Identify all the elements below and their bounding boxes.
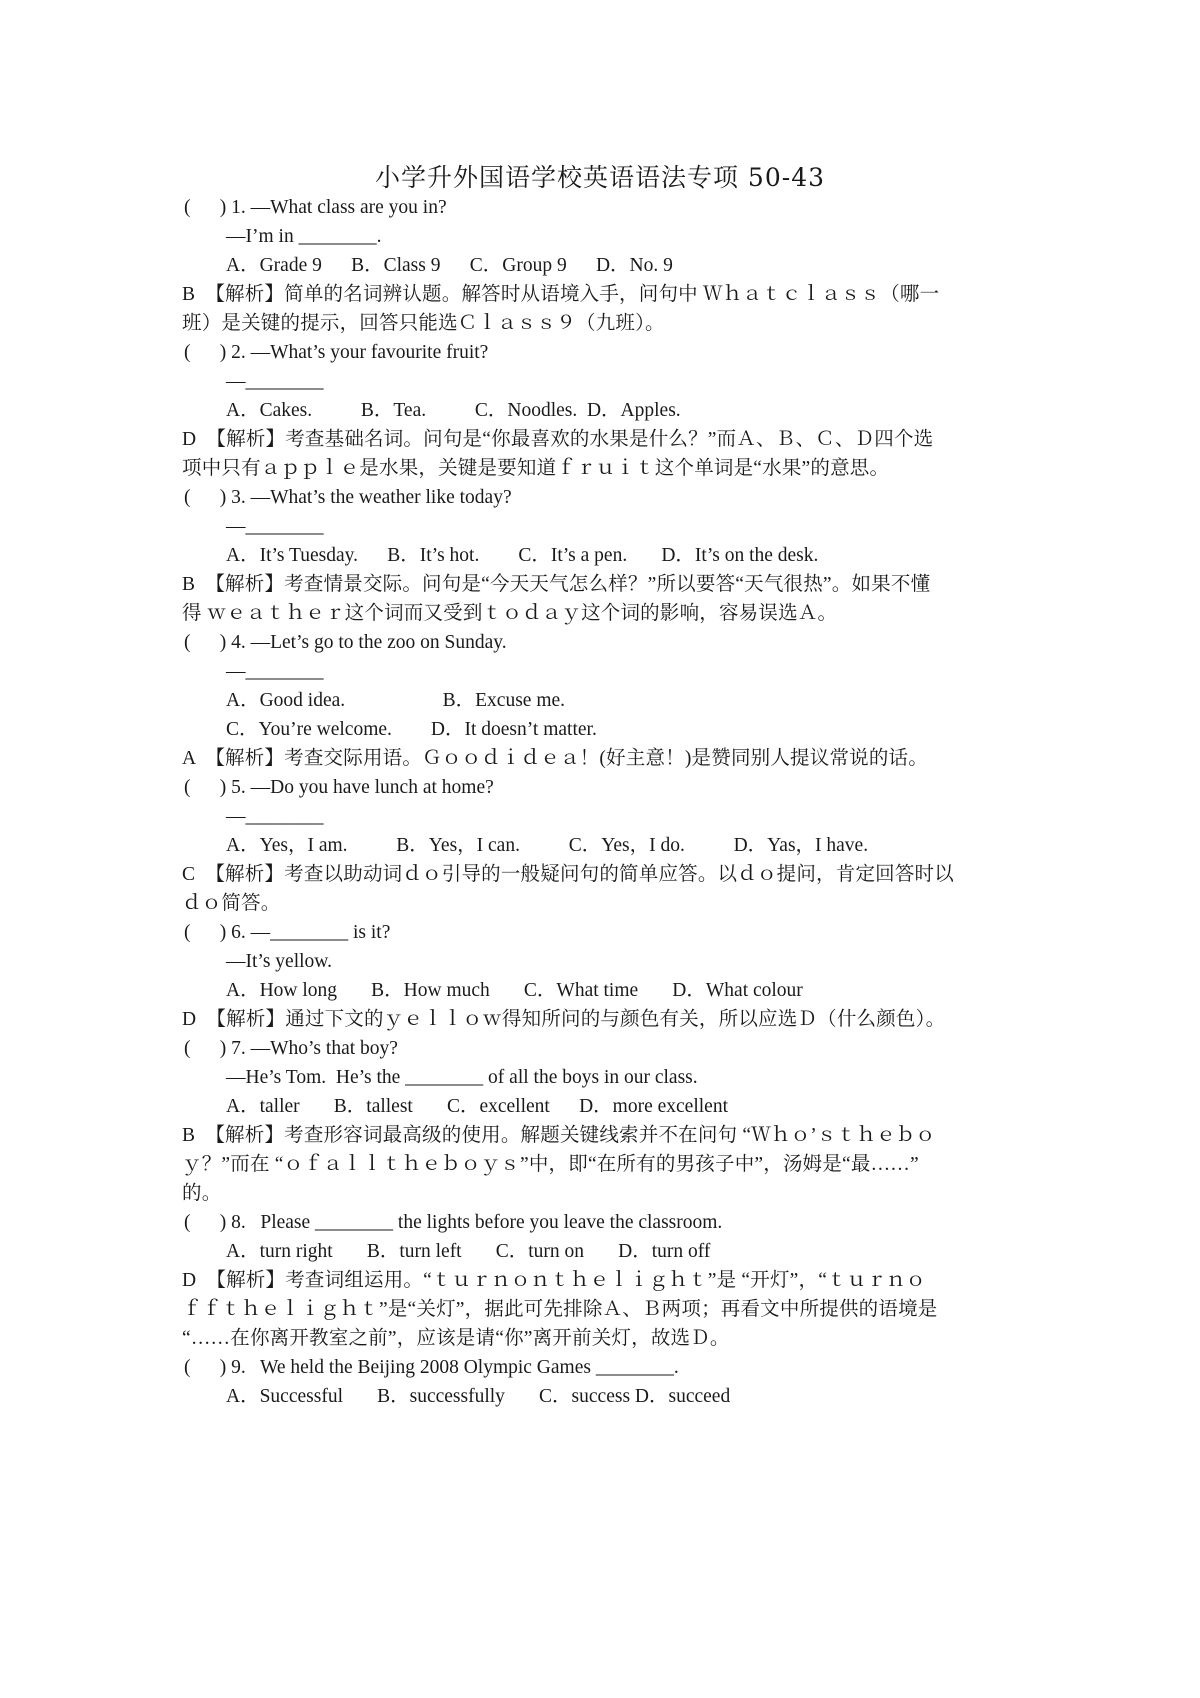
explanation-7-line-3: 的。 [182, 1183, 222, 1204]
question-1-options: A．Grade 9 B．Class 9 C．Group 9 D．No. 9 [226, 255, 673, 276]
explanation-8-line-2: ｆｆｔｈｅｌｉｇｈｔ”是“关灯”，据此可先排除Ａ、Ｂ两项；再看文中所提供的语境是 [182, 1299, 938, 1320]
question-3: ( ) 3. —What’s the weather like today? [184, 487, 512, 508]
explanation-6-line-1: D 【解析】通过下文的ｙｅｌｌｏｗ得知所问的与颜色有关，所以应选Ｄ（什么颜色）。 [182, 1009, 946, 1030]
question-6-options: A．How long B．How much C．What time D．What colour [226, 980, 803, 1001]
question-6-answer: —It’s yellow. [226, 951, 332, 972]
explanation-7-line-2: ｙ？”而在 “ｏｆａｌｌｔｈｅｂｏｙｓ”中，即“在所有的男孩子中”，汤姆是“最……” [182, 1154, 919, 1175]
explanation-7-line-1: B 【解析】考查形容词最高级的使用。解题关键线索并不在问句 “Ｗｈｏ’ｓｔｈｅｂｏ [182, 1125, 936, 1146]
question-9-options: A．Successful B．successfully C．success D．succeed [226, 1386, 731, 1407]
explanation-2-line-2: 项中只有ａｐｐｌｅ是水果，关键是要知道ｆｒｕｉｔ这个单词是“水果”的意思。 [182, 458, 890, 479]
question-8: ( ) 8. Please ________ the lights before you leave the classroom. [184, 1212, 723, 1233]
question-4: ( ) 4. —Let’s go to the zoo on Sunday. [184, 632, 507, 653]
question-7-answer: —He’s Tom. He’s the ________ of all the boys in our class. [226, 1067, 698, 1088]
explanation-2-line-1: D 【解析】考查基础名词。问句是“你最喜欢的水果是什么？”而Ａ、Ｂ、Ｃ、Ｄ四个选 [182, 429, 934, 450]
question-4-answer: —________ [226, 661, 324, 682]
explanation-3-line-2: 得 ｗｅａｔｈｅｒ这个词而又受到ｔｏｄａｙ这个词的影响，容易误选Ａ。 [182, 603, 838, 624]
question-1-answer: —I’m in ________. [226, 226, 382, 247]
question-5-answer: —________ [226, 806, 324, 827]
question-3-answer: —________ [226, 516, 324, 537]
explanation-5-line-1: C 【解析】考查以助动词ｄｏ引导的一般疑问句的简单应答。以ｄｏ提问，肯定回答时以 [182, 864, 954, 885]
question-5: ( ) 5. —Do you have lunch at home? [184, 777, 494, 798]
explanation-8-line-3: “……在你离开教室之前”，应该是请“你”离开前关灯，故选Ｄ。 [182, 1328, 730, 1349]
page-title: 小学升外国语学校英语语法专项 50-43 [374, 163, 826, 192]
explanation-4-line-1: A 【解析】考查交际用语。Ｇｏｏｄｉｄｅａ！(好主意！)是赞同别人提议常说的话。 [182, 748, 928, 769]
question-8-options: A．turn right B．turn left C．turn on D．turn off [226, 1241, 711, 1262]
explanation-8-line-1: D 【解析】考查词组运用。“ｔｕｒｎｏｎｔｈｅｌｉｇｈｔ”是 “开灯”，“ｔｕｒｎｏ [182, 1270, 926, 1291]
explanation-3-line-1: B 【解析】考查情景交际。问句是“今天天气怎么样？”所以要答“天气很热”。如果不懂 [182, 574, 931, 595]
question-5-options: A．Yes，I am. B．Yes，I can. C．Yes，I do. D．Yas，I have. [226, 835, 869, 856]
question-9: ( ) 9. We held the Beijing 2008 Olympic Games ________. [184, 1357, 679, 1378]
question-4-options-cd: C．You’re welcome. D．It doesn’t matter. [226, 719, 597, 740]
question-1: ( ) 1. —What class are you in? [184, 197, 447, 218]
explanation-5-line-2: ｄｏ简答。 [182, 893, 281, 914]
question-4-options-ab: A．Good idea. B．Excuse me. [226, 690, 566, 711]
question-7: ( ) 7. —Who’s that boy? [184, 1038, 398, 1059]
question-2-answer: —________ [226, 371, 324, 392]
explanation-1-line-2: 班）是关键的提示，回答只能选Ｃｌａｓｓ９（九班）。 [182, 313, 665, 334]
question-2: ( ) 2. —What’s your favourite fruit? [184, 342, 489, 363]
question-7-options: A．taller B．tallest C．excellent D．more excellent [226, 1096, 728, 1117]
explanation-1-line-1: B 【解析】简单的名词辨认题。解答时从语境入手，问句中 Ｗｈａｔｃｌａｓｓ（哪一 [182, 284, 940, 305]
question-6: ( ) 6. —________ is it? [184, 922, 391, 943]
question-2-options: A．Cakes. B．Tea. C．Noodles. D．Apples. [226, 400, 681, 421]
question-3-options: A．It’s Tuesday. B．It’s hot. C．It’s a pen. D．It’s on the desk. [226, 545, 819, 566]
